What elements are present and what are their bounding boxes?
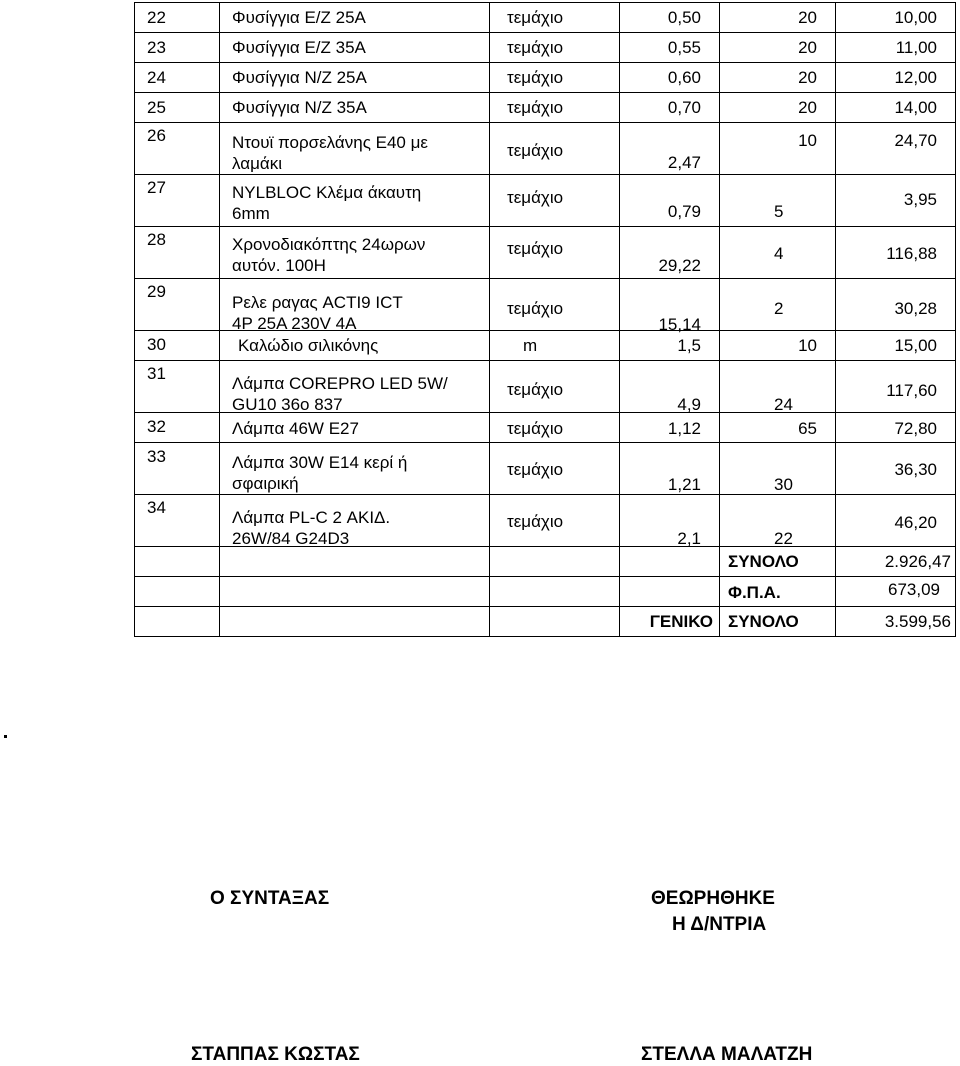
row-description-line2: αυτόν. 100Η bbox=[232, 256, 326, 275]
table-row bbox=[135, 33, 956, 63]
row-unit: τεμάχιο bbox=[507, 98, 564, 117]
row-total: 14,00 bbox=[894, 98, 937, 117]
row-quantity: 22 bbox=[774, 529, 793, 548]
row-unit: m bbox=[523, 336, 538, 355]
row-unit: τεμάχιο bbox=[507, 141, 564, 160]
row-price: 1,12 bbox=[667, 419, 701, 438]
items-table bbox=[134, 2, 956, 637]
row-total: 30,28 bbox=[894, 299, 937, 318]
subtotal-value: 2.926,47 bbox=[884, 552, 951, 571]
row-quantity: 30 bbox=[774, 475, 793, 494]
vat-label: Φ.Π.Α. bbox=[728, 583, 781, 602]
row-description: Καλώδιο σιλικόνης bbox=[238, 336, 379, 355]
stray-dot bbox=[4, 735, 7, 738]
table-row bbox=[135, 3, 956, 33]
row-unit: τεμάχιο bbox=[507, 188, 564, 207]
row-price: 15,14 bbox=[658, 315, 701, 334]
row-description-line1: Λάμπα 30W E14 κερί ή bbox=[232, 453, 408, 472]
row-total: 117,60 bbox=[886, 381, 937, 400]
row-description-line2: 4P 25A 230V 4A bbox=[232, 314, 357, 333]
table-row bbox=[135, 227, 956, 279]
director-title: Η Δ/ΝΤΡΙΑ bbox=[672, 914, 767, 935]
row-number: 22 bbox=[147, 8, 166, 27]
table-row bbox=[135, 123, 956, 175]
row-number: 34 bbox=[147, 498, 166, 517]
row-unit: τεμάχιο bbox=[507, 38, 564, 57]
row-quantity: 24 bbox=[774, 395, 793, 414]
row-price: 0,60 bbox=[667, 68, 701, 87]
row-number: 31 bbox=[147, 364, 166, 383]
row-unit: τεμάχιο bbox=[507, 419, 564, 438]
row-description-line2: λαμάκι bbox=[232, 154, 282, 173]
row-total: 46,20 bbox=[894, 513, 937, 532]
row-number: 26 bbox=[147, 126, 166, 145]
composer-name: ΣΤΑΠΠΑΣ ΚΩΣΤΑΣ bbox=[191, 1044, 360, 1065]
row-description-line1: Χρονοδιακόπτης 24ωρων bbox=[232, 235, 426, 254]
row-price: 0,50 bbox=[667, 8, 701, 27]
row-total: 11,00 bbox=[895, 38, 937, 57]
row-description: Φυσίγγια Ε/Ζ 35Α bbox=[232, 38, 366, 57]
grand-total-row bbox=[135, 607, 956, 637]
table-row bbox=[135, 279, 956, 331]
table-row bbox=[135, 413, 956, 443]
table-row bbox=[135, 175, 956, 227]
grand-total-label-2: ΣΥΝΟΛΟ bbox=[728, 612, 799, 631]
row-description: Λάμπα 46W E27 bbox=[232, 419, 359, 438]
row-unit: τεμάχιο bbox=[507, 239, 564, 258]
row-unit: τεμάχιο bbox=[507, 68, 564, 87]
table-row bbox=[135, 495, 956, 547]
row-total: 36,30 bbox=[894, 460, 937, 479]
row-description-line1: Λάμπα PL-C 2 ΑΚΙΔ. bbox=[232, 508, 391, 527]
table-row bbox=[135, 443, 956, 495]
row-quantity: 5 bbox=[774, 202, 784, 221]
row-price: 2,1 bbox=[677, 529, 701, 548]
subtotal-row bbox=[135, 547, 956, 577]
row-number: 29 bbox=[147, 282, 166, 301]
row-unit: τεμάχιο bbox=[507, 299, 564, 318]
row-description-line1: NYLBLOC Κλέμα άκαυτη bbox=[232, 183, 422, 202]
composer-title: Ο ΣΥΝΤΑΞΑΣ bbox=[210, 888, 330, 909]
row-description-line2: 26W/84 G24D3 bbox=[232, 529, 350, 548]
row-quantity: 2 bbox=[774, 299, 784, 318]
approved-title: ΘΕΩΡΗΘΗΚΕ bbox=[651, 888, 775, 909]
row-description-line1: Ντουϊ πορσελάνης Ε40 με bbox=[232, 133, 428, 152]
vat-value: 673,09 bbox=[888, 580, 940, 599]
table-row bbox=[135, 361, 956, 413]
row-number: 23 bbox=[147, 38, 166, 57]
row-description: Φυσίγγια Ν/Ζ 25Α bbox=[232, 68, 367, 87]
row-price: 0,79 bbox=[667, 202, 701, 221]
row-number: 25 bbox=[147, 98, 166, 117]
row-total: 12,00 bbox=[894, 68, 937, 87]
table-row bbox=[135, 93, 956, 123]
row-description-line1: Ρελε ραγας ACTI9 ICT bbox=[232, 293, 403, 312]
row-description: Φυσίγγια Ε/Ζ 25Α bbox=[232, 8, 366, 27]
row-number: 32 bbox=[147, 417, 166, 436]
row-number: 27 bbox=[147, 178, 166, 197]
row-description: Φυσίγγια Ν/Ζ 35Α bbox=[232, 98, 367, 117]
row-unit: τεμάχιο bbox=[507, 380, 564, 399]
row-total: 3,95 bbox=[903, 190, 937, 209]
row-quantity: 20 bbox=[798, 68, 817, 87]
row-description-line2: 6mm bbox=[232, 204, 270, 223]
row-number: 28 bbox=[147, 230, 166, 249]
row-price: 0,70 bbox=[667, 98, 701, 117]
row-price: 2,47 bbox=[667, 153, 701, 172]
vat-row bbox=[135, 577, 956, 607]
row-unit: τεμάχιο bbox=[507, 460, 564, 479]
table-row bbox=[135, 63, 956, 93]
row-description-line2: σφαιρική bbox=[232, 474, 299, 493]
row-quantity: 20 bbox=[798, 8, 817, 27]
row-total: 24,70 bbox=[894, 131, 937, 150]
row-quantity: 65 bbox=[798, 419, 817, 438]
row-price: 0,55 bbox=[667, 38, 701, 57]
row-quantity: 10 bbox=[798, 336, 817, 355]
row-quantity: 10 bbox=[798, 131, 817, 150]
row-number: 30 bbox=[147, 335, 166, 354]
grand-total-value: 3.599,56 bbox=[884, 612, 951, 631]
row-quantity: 20 bbox=[798, 38, 817, 57]
row-description-line2: GU10 36o 837 bbox=[232, 395, 343, 414]
row-total: 72,80 bbox=[894, 419, 937, 438]
table-row bbox=[135, 331, 956, 361]
row-quantity: 4 bbox=[774, 244, 784, 263]
row-number: 33 bbox=[147, 447, 166, 466]
row-quantity: 20 bbox=[798, 98, 817, 117]
row-number: 24 bbox=[147, 68, 166, 87]
row-price: 1,5 bbox=[677, 336, 701, 355]
row-price: 29,22 bbox=[658, 256, 701, 275]
grand-total-label-1: ΓΕΝΙΚΟ bbox=[649, 612, 713, 631]
row-unit: τεμάχιο bbox=[507, 512, 564, 531]
row-total: 15,00 bbox=[894, 336, 937, 355]
row-total: 116,88 bbox=[886, 244, 937, 263]
row-total: 10,00 bbox=[894, 8, 937, 27]
row-description-line1: Λάμπα COREPRO LED 5W/ bbox=[232, 374, 448, 393]
row-unit: τεμάχιο bbox=[507, 8, 564, 27]
director-name: ΣΤΕΛΛΑ ΜΑΛΑΤΖΗ bbox=[641, 1044, 813, 1065]
row-price: 4,9 bbox=[677, 395, 701, 414]
subtotal-label: ΣΥΝΟΛΟ bbox=[728, 552, 799, 571]
row-price: 1,21 bbox=[667, 475, 701, 494]
